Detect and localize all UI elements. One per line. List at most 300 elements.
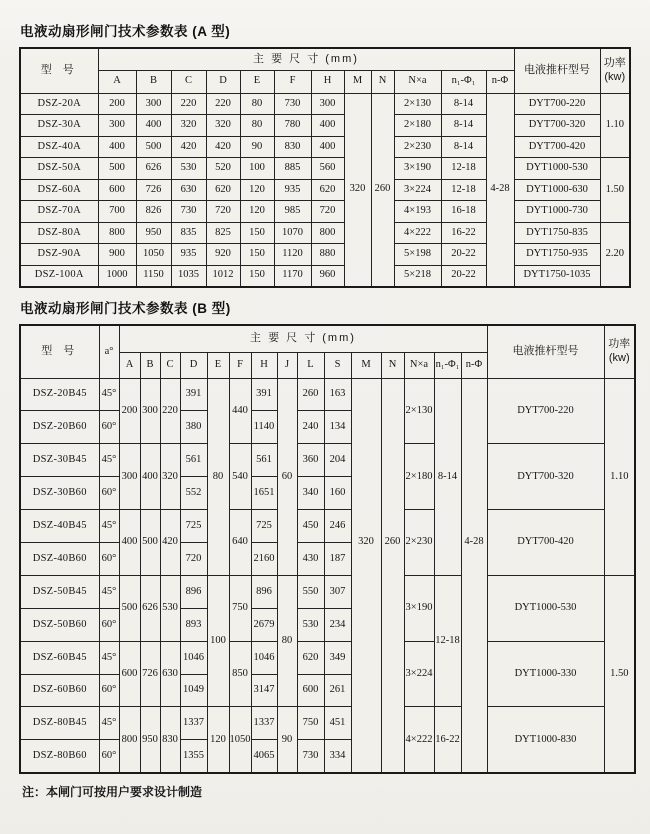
dim-H-cell [251, 575, 277, 608]
dim-E-cell-text: 100 [210, 635, 226, 647]
dim-H-cell [251, 477, 277, 510]
dim-A-cell [98, 115, 136, 137]
dim-A-cell [119, 575, 140, 641]
dim-A-cell-text: 600 [121, 667, 138, 679]
header-col-B-text: B [149, 75, 157, 87]
dim-E-cell-text: 120 [210, 733, 226, 745]
model-cell [20, 575, 99, 608]
pushrod-cell [514, 136, 600, 158]
dim-F-cell-text: 780 [284, 119, 301, 131]
dim-L-cell-text: 530 [302, 618, 319, 630]
dim-C-cell-text: 420 [162, 536, 178, 548]
dim-L-cell-text: 730 [302, 749, 319, 761]
header-col-E [240, 70, 274, 93]
dim-S-cell [324, 575, 351, 608]
model-cell-text: DSZ-80B60 [32, 749, 87, 761]
dim-H-cell [251, 510, 277, 543]
dim-S-cell-text: 246 [329, 519, 346, 531]
dim-L-cell [297, 542, 324, 575]
dim-F-cell-text: 440 [232, 404, 248, 416]
dim-A-cell-text: 400 [121, 536, 138, 548]
dim-Nxa-cell-text: 3×224 [405, 667, 433, 679]
pushrod-cell-text: DYT1750-1035 [523, 269, 591, 281]
header-power [604, 325, 635, 378]
dim-D-cell [180, 444, 207, 477]
header-col-N-text: N [378, 75, 387, 87]
dim-D-cell-text: 552 [185, 487, 202, 499]
dim-J-cell-text: 80 [281, 635, 293, 647]
dim-Nxa-cell [394, 201, 441, 223]
table-a-row [20, 244, 630, 266]
table-b-row [20, 378, 635, 411]
dim-F-cell [274, 222, 311, 244]
header-main-dimensions-text: 主 要 尺 寸 (mm) [253, 52, 359, 65]
header-col-M [351, 352, 381, 378]
dim-C-cell [160, 641, 180, 707]
dim-B-cell [136, 115, 171, 137]
model-cell-text: DSZ-20B60 [32, 421, 87, 433]
dim-Nxa-cell-text: 4×222 [405, 733, 433, 745]
dim-H-cell [311, 244, 344, 266]
dim-H-cell [311, 179, 344, 201]
table-b-body [20, 378, 635, 773]
dim-Nxa-cell [394, 179, 441, 201]
dim-n1phi1-cell [434, 575, 461, 707]
model-cell-text: DSZ-30A [37, 119, 81, 131]
angle-cell-text: 60° [101, 684, 117, 696]
dim-D-cell [180, 608, 207, 641]
dim-H-cell [251, 707, 277, 740]
dim-Nxa-cell-text: 3×190 [405, 602, 433, 614]
dim-F-cell-text: 1070 [282, 226, 303, 238]
header-pushrod-model [514, 48, 600, 93]
power-cell [600, 158, 630, 223]
dim-C-cell [160, 444, 180, 510]
dim-A-cell-text: 300 [109, 119, 125, 131]
dim-F-cell-text: 540 [232, 470, 248, 482]
dim-Nxa-cell [394, 265, 441, 287]
model-cell-text: DSZ-50B45 [32, 585, 87, 597]
power-cell-text: 1.10 [605, 119, 624, 131]
dim-D-cell [180, 707, 207, 740]
dim-C-cell-text: 320 [180, 119, 197, 131]
dim-n1phi1-cell-text: 16-22 [435, 733, 460, 745]
dim-n1phi1-cell [441, 201, 486, 223]
header-col-A-text: A [125, 358, 134, 370]
dim-Nxa-cell [394, 158, 441, 180]
dim-Nxa-cell [394, 93, 441, 115]
pushrod-cell-text: DYT1000-330 [514, 667, 577, 679]
dim-F-cell [274, 265, 311, 287]
header-power-unit: (kw) [604, 70, 626, 83]
table-a-body [20, 93, 630, 287]
dim-S-cell-text: 187 [329, 552, 346, 564]
dim-n1phi1-cell [434, 707, 461, 773]
dim-F-cell [274, 158, 311, 180]
dim-A-cell [98, 136, 136, 158]
power-cell-text: 1.10 [610, 470, 629, 482]
pushrod-cell [487, 641, 604, 707]
dim-C-cell [171, 93, 206, 115]
dim-E-cell-text: 80 [251, 97, 263, 109]
dim-B-cell-text: 300 [142, 404, 158, 416]
model-cell-text: DSZ-40B60 [32, 552, 87, 564]
model-cell-text: DSZ-50A [37, 162, 81, 174]
dim-L-cell [297, 378, 324, 411]
header-col-N×a [404, 352, 434, 378]
pushrod-cell [514, 115, 600, 137]
dim-F-cell [274, 179, 311, 201]
header-col-N [381, 352, 404, 378]
power-cell [600, 222, 630, 287]
dim-D-cell [206, 201, 240, 223]
dim-B-cell-text: 400 [142, 470, 158, 482]
dim-D-cell [206, 115, 240, 137]
header-col-A [98, 70, 136, 93]
dim-D-cell [180, 542, 207, 575]
table-b-row [20, 510, 635, 543]
dim-B-cell [136, 179, 171, 201]
header-col-n-Φ-text: n-Φ [491, 75, 509, 87]
dim-B-cell-text: 400 [145, 119, 162, 131]
dim-n1phi1-cell-text: 12-18 [435, 635, 460, 647]
dim-A-cell-text: 200 [109, 97, 125, 109]
dim-H-cell-text: 880 [319, 248, 336, 260]
dim-S-cell-text: 160 [329, 487, 346, 499]
dim-E-cell [240, 201, 274, 223]
dim-n1phi1-cell [441, 179, 486, 201]
angle-cell [99, 641, 119, 674]
dim-H-cell-text: 725 [256, 519, 272, 531]
model-cell-text: DSZ-80B45 [32, 717, 87, 729]
angle-cell [99, 674, 119, 707]
dim-H-cell-text: 620 [319, 183, 336, 195]
angle-cell-text: 60° [101, 421, 117, 433]
header-col-E [207, 352, 229, 378]
dim-Nxa-cell-text: 4×193 [404, 205, 431, 217]
model-cell [20, 115, 98, 137]
pushrod-cell-text: DYT1000-530 [526, 162, 588, 174]
header-col-C [171, 70, 206, 93]
dim-n1phi1-cell [441, 244, 486, 266]
dim-E-cell-text: 150 [249, 248, 265, 260]
angle-cell [99, 477, 119, 510]
dim-n1phi1-cell [441, 93, 486, 115]
dim-F-cell [229, 641, 251, 707]
dim-D-cell [206, 179, 240, 201]
header-col-n-Φ-text: n-Φ [465, 358, 483, 370]
dim-F-cell-text: 1170 [282, 269, 303, 281]
dim-S-cell [324, 740, 351, 773]
dim-H-cell [311, 136, 344, 158]
dim-L-cell [297, 641, 324, 674]
dim-F-cell-text: 730 [284, 97, 301, 109]
dim-B-cell [140, 510, 160, 576]
dim-S-cell-text: 134 [329, 421, 346, 433]
dim-D-cell [206, 244, 240, 266]
table-b-header [20, 325, 635, 378]
model-cell-text: DSZ-80A [37, 226, 81, 238]
dim-B-cell [140, 444, 160, 510]
dim-S-cell [324, 510, 351, 543]
table-a-row [20, 93, 630, 115]
dim-D-cell [206, 265, 240, 287]
dim-B-cell-text: 1150 [143, 269, 164, 281]
dim-F-cell [229, 444, 251, 510]
angle-cell-text: 60° [101, 487, 117, 499]
angle-cell [99, 378, 119, 411]
dim-H-cell [251, 378, 277, 411]
model-cell-text: DSZ-20A [37, 97, 81, 109]
pushrod-cell-text: DYT1750-835 [526, 226, 588, 238]
dim-F-cell [274, 115, 311, 137]
dim-C-cell [171, 222, 206, 244]
dim-n1phi1-cell [441, 222, 486, 244]
angle-cell-text: 45° [101, 454, 117, 466]
dim-L-cell-text: 240 [302, 421, 319, 433]
dim-E-cell-text: 150 [249, 269, 265, 281]
table-a-row [20, 115, 630, 137]
dim-n1phi1-cell-text: 20-22 [451, 248, 476, 260]
dim-H-cell [251, 641, 277, 674]
dim-Nxa-cell [404, 510, 434, 576]
dim-D-cell-text: 725 [185, 519, 202, 531]
header-col-N-text: N [388, 358, 397, 370]
dim-H-cell-text: 300 [319, 97, 336, 109]
header-main-dimensions-text: 主 要 尺 寸 (mm) [250, 332, 356, 345]
dim-n1phi1-cell-text: 12-18 [451, 183, 476, 195]
dim-N-cell [371, 93, 394, 287]
dim-E-cell-text: 120 [249, 183, 265, 195]
dim-H-cell [251, 740, 277, 773]
header-pushrod-model [487, 325, 604, 378]
power-cell-text: 2.20 [605, 247, 624, 259]
dim-B-cell-text: 500 [145, 140, 162, 152]
dim-D-cell-text: 1049 [183, 684, 204, 696]
power-cell [604, 378, 635, 575]
dim-H-cell [311, 265, 344, 287]
dim-B-cell [136, 244, 171, 266]
header-col-n-Φ [461, 352, 487, 378]
header-col-N×a-text: N×a [409, 358, 429, 370]
dim-L-cell-text: 550 [302, 585, 319, 597]
header-col-C-text: C [166, 358, 174, 370]
table-a-header [20, 48, 630, 93]
dim-D-cell-text: 520 [215, 162, 231, 174]
dim-n1phi1-cell [441, 265, 486, 287]
dim-D-cell [180, 641, 207, 674]
dim-L-cell [297, 510, 324, 543]
header-col-H-text: H [323, 75, 332, 87]
header-col-E-text: E [253, 75, 261, 87]
header-power-label: 功率 [603, 57, 626, 69]
dim-A-cell [98, 201, 136, 223]
dim-B-cell [136, 136, 171, 158]
dim-A-cell-text: 800 [109, 226, 125, 238]
dim-L-cell-text: 340 [302, 487, 319, 499]
dim-D-cell [206, 93, 240, 115]
dim-n1phi1-cell-text: 8-14 [453, 119, 474, 131]
dim-Nxa-cell-text: 2×130 [405, 404, 433, 416]
dim-D-cell [180, 411, 207, 444]
dim-F-cell [274, 201, 311, 223]
dim-Nxa-cell-text: 2×180 [404, 119, 431, 131]
pushrod-cell-text: DYT700-420 [528, 140, 586, 152]
model-cell-text: DSZ-20B45 [32, 388, 87, 400]
dim-H-cell-text: 800 [319, 226, 336, 238]
table-a-row [20, 265, 630, 287]
dim-F-cell-text: 750 [232, 602, 248, 614]
dim-F-cell [229, 707, 251, 773]
dim-C-cell-text: 830 [162, 733, 178, 745]
dim-A-cell [98, 179, 136, 201]
dim-D-cell [180, 740, 207, 773]
pushrod-cell-text: DYT1000-830 [514, 733, 577, 745]
dim-D-cell-text: 220 [215, 97, 231, 109]
dim-B-cell-text: 500 [142, 536, 158, 548]
dim-D-cell-text: 380 [185, 421, 202, 433]
dim-S-cell [324, 444, 351, 477]
dim-S-cell [324, 608, 351, 641]
dim-L-cell-text: 750 [302, 717, 319, 729]
header-col-L [297, 352, 324, 378]
dim-C-cell [171, 136, 206, 158]
dim-F-cell [274, 136, 311, 158]
model-cell [20, 641, 99, 674]
header-col-C [160, 352, 180, 378]
dim-E-cell [240, 222, 274, 244]
dim-A-cell-text: 400 [109, 140, 125, 152]
dim-Nxa-cell [394, 222, 441, 244]
dim-L-cell-text: 450 [302, 519, 319, 531]
header-col-D [180, 352, 207, 378]
model-cell-text: DSZ-90A [37, 248, 81, 260]
dim-L-cell [297, 740, 324, 773]
dim-L-cell-text: 600 [302, 684, 319, 696]
dim-D-cell [206, 222, 240, 244]
dim-A-cell [98, 158, 136, 180]
dim-L-cell [297, 411, 324, 444]
header-angle [99, 325, 119, 378]
dim-Nxa-cell-text: 5×218 [404, 269, 431, 281]
header-angle-text: a° [104, 345, 114, 357]
header-col-F-text: F [237, 358, 243, 370]
model-cell [20, 411, 99, 444]
dim-C-cell-text: 630 [162, 667, 178, 679]
dim-A-cell-text: 800 [121, 733, 138, 745]
dim-H-cell [311, 201, 344, 223]
dim-S-cell-text: 334 [329, 749, 346, 761]
dim-H-cell [251, 608, 277, 641]
header-col-B-text: B [146, 358, 154, 370]
dim-F-cell-text: 935 [284, 183, 301, 195]
angle-cell [99, 510, 119, 543]
table-a-row [20, 158, 630, 180]
dim-S-cell-text: 234 [329, 618, 346, 630]
dim-S-cell-text: 349 [329, 651, 346, 663]
dim-n1phi1-cell-text: 16-22 [451, 226, 476, 238]
dim-Nxa-cell [394, 115, 441, 137]
dim-E-cell [240, 93, 274, 115]
dim-n1phi1-cell-text: 8-14 [453, 140, 474, 152]
power-cell [600, 93, 630, 158]
header-col-N [371, 70, 394, 93]
header-col-n-Φ [486, 70, 514, 93]
dim-J-cell [277, 575, 297, 707]
angle-cell-text: 45° [101, 585, 117, 597]
table-a-row [20, 179, 630, 201]
dim-Nxa-cell [404, 444, 434, 510]
dim-L-cell [297, 477, 324, 510]
angle-cell-text: 60° [101, 552, 117, 564]
dim-D-cell-text: 1046 [183, 651, 204, 663]
power-cell [604, 575, 635, 772]
header-col-F [229, 352, 251, 378]
model-cell [20, 608, 99, 641]
dim-Nxa-cell [394, 136, 441, 158]
dim-D-cell [180, 477, 207, 510]
header-col-E-text: E [214, 358, 222, 370]
dim-B-cell [136, 201, 171, 223]
dim-n1phi1-cell-text: 8-14 [437, 470, 458, 482]
table-b [19, 324, 636, 774]
model-cell-text: DSZ-50B60 [32, 618, 87, 630]
dim-D-cell-text: 893 [185, 618, 202, 630]
header-model-text: 型 号 [41, 345, 79, 358]
angle-cell [99, 740, 119, 773]
dim-C-cell [160, 575, 180, 641]
table-a-title: 电液动扇形闸门技术参数表 (A 型) [20, 24, 231, 39]
dim-L-cell [297, 707, 324, 740]
dim-D-cell [180, 575, 207, 608]
dim-E-cell [240, 265, 274, 287]
model-cell-text: DSZ-40A [37, 140, 81, 152]
power-cell-text: 1.50 [605, 183, 624, 195]
dim-S-cell-text: 204 [329, 454, 346, 466]
dim-H-cell [311, 158, 344, 180]
header-col-B [140, 352, 160, 378]
dim-F-cell-text: 885 [284, 162, 301, 174]
header-col-N×a-text: N×a [408, 75, 427, 87]
dim-S-cell-text: 451 [329, 717, 346, 729]
dim-nphi-cell-text: 4-28 [490, 183, 510, 195]
angle-cell [99, 608, 119, 641]
dim-B-cell [140, 575, 160, 641]
header-col-n₁-Φ₁ [434, 352, 461, 378]
dim-C-cell-text: 1035 [178, 269, 199, 281]
dim-n1phi1-cell-text: 8-14 [453, 97, 474, 109]
dim-H-cell-text: 561 [256, 454, 272, 466]
dim-H-cell [311, 93, 344, 115]
dim-E-cell-text: 80 [251, 119, 263, 131]
header-col-n₁-Φ₁-text: n₁-Φ₁ [451, 75, 476, 87]
dim-H-cell-text: 4065 [253, 749, 275, 761]
dim-Nxa-cell-text: 2×230 [405, 536, 433, 548]
dim-C-cell-text: 630 [180, 183, 197, 195]
dim-B-cell-text: 950 [142, 733, 158, 745]
dim-N-cell [381, 378, 404, 773]
dim-E-cell [240, 136, 274, 158]
dim-Nxa-cell-text: 2×230 [404, 140, 431, 152]
dim-L-cell-text: 620 [302, 651, 319, 663]
dim-S-cell-text: 163 [329, 388, 346, 400]
pushrod-cell [514, 93, 600, 115]
table-a-row [20, 136, 630, 158]
dim-B-cell-text: 1050 [143, 248, 164, 260]
header-col-L-text: L [307, 358, 314, 370]
dim-C-cell-text: 220 [180, 97, 197, 109]
dim-B-cell [140, 641, 160, 707]
